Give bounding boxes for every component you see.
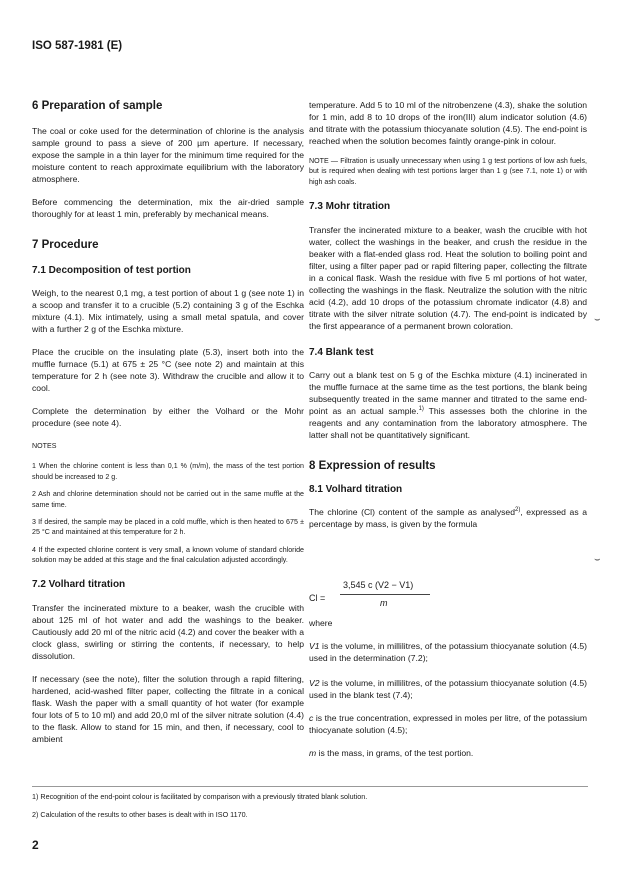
section-7-4-paragraph: Carry out a blank test on 5 g of the Eschka mixture (4.1) incinerated in the muffle furnace at the same time as the test portions, the blank being subsequently treated in the same manner and titrated to the same end-point as an actual sample.$^{1)}$ This assesses both the chlorine in the reagents and any contamination from the laboratory atmosphere. The latter shall not be quantitatively significant.	[309, 370, 587, 441]
footnote-ref-2: 2)	[514, 507, 521, 514]
section-7-2-title: 7.2 Volhard titration	[32, 578, 126, 590]
footnote-1: 1) Recognition of the end-point colour is facilitated by comparison with a previously titrated blank solution.	[32, 792, 368, 801]
definitions	[309, 617, 587, 759]
formula-numerator: 3,545 c (V2 − V1)	[343, 580, 414, 590]
notes-title: NOTES	[32, 442, 57, 450]
section-8-1-title: 8.1 Volhard titration	[309, 484, 403, 496]
section-7-1-paragraph-2: Place the crucible on the insulating plate (5.3), insert both into the muffle furnace (5.1) at 675 ± 25 °C (see note 2) and maintain at this temperature for 2 h (see note 3). Withdraw the crucible and allow it to cool.	[32, 347, 304, 393]
section-7-1-paragraph-3: Complete the determination by either the Volhard or the Mohr procedure (see note 4).	[32, 406, 304, 428]
section-7-2-continuation: temperature. Add 5 to 10 ml of the nitrobenzene (4.3), shake the solution for 1 min, add 8 to 10 drops of the iron(III) alum indicator solution (4.6) and titrate with the potassium thiocyanate solution (4.5). The end-point is reached when the solution becomes faintly orange-pink in colour.	[309, 100, 587, 146]
section-7-1-title: 7.1 Decomposition of test portion	[32, 265, 191, 276]
section-7-title: 7 Procedure	[32, 239, 99, 251]
note-2: 2 Ash and chlorine determination should not be carried out in the same muffle at the same time.	[32, 490, 304, 509]
formula-denominator: m	[380, 598, 388, 608]
note-1: 1 When the chlorine content is less than 0,1 % (m/m), the mass of the test portion should be increased to 2 g.	[32, 462, 304, 481]
section-7-1-paragraph-1: Weigh, to the nearest 0,1 mg, a test portion of about 1 g (see note 1) in a scoop and transfer it to a crucible (5.2) containing 3 g of the Eschka mixture (4.1). Mix intimately, using a small metal spatula, and cover with a further 2 g of the Eschka mixture.	[32, 288, 304, 334]
page-header: ISO 587-1981 (E)	[32, 40, 123, 52]
left-column	[32, 99, 304, 745]
section-6-paragraph-1: The coal or coke used for the determination of chlorine is the analysis sample ground to pass a sieve of 200 µm aperture. If necessary, expose the sample in a thin layer for the minimum time required for the moisture content to reach approximate equilibrium with the laboratory atmosphere.	[32, 126, 304, 184]
section-7-2-paragraph-1: Transfer the incinerated mixture to a beaker, wash the crucible with about 125 ml of hot water and add the washings to the beaker. Cautiously add 20 ml of the nitric acid (4.2) and cover the beaker with a clock glass, swirling or stirring the contents, if necessary, to help dissolution.	[32, 602, 304, 661]
note-3: 3 If desired, the sample may be placed in a cold muffle, which is then heated to 675 ± 25 °C and maintained at this temperature for 2 h.	[32, 518, 304, 537]
definition-c: c is the true concentration, expressed in moles per litre, of the potassium thiocyanate solution (4.5);	[309, 713, 587, 735]
section-8-1-paragraph: The chlorine (Cl) content of the sample as analysed$^{2)}$, expressed as a percentage by mass, is given by the formula	[309, 507, 588, 530]
margin-mark: ⌣	[594, 554, 601, 565]
footnote-2: 2) Calculation of the results to other bases is dealt with in ISO 1170.	[32, 810, 248, 819]
formula-lhs: Cl =	[309, 593, 326, 603]
margin-mark: ⌣	[594, 314, 601, 325]
where-label: where	[309, 618, 333, 628]
section-7-3-title: 7.3 Mohr titration	[309, 201, 391, 213]
definition-v1: V1 is the volume, in millilitres, of the potassium thiocyanate solution (4.5) used in the determination (7.2);	[309, 641, 588, 663]
section-7-3-paragraph: Transfer the incinerated mixture to a beaker, wash the crucible with hot water, collect the washings in the beaker, and crush the residue in the beaker with a flat-ended glass rod. Heat the solution to boiling point and filter, using a filter paper pad or rapid filtering paper, collecting the filtrate in a conical flask. Wash the residue with five 5 ml portions of hot water, collecting the washings in the flask. Neutralize the solution with the nitric acid (4.2), add 10 drops of the potassium chromate indicator (4.8) and titrate with the silver nitrate solution (4.7). The end-point is indicated by the first appearance of a permanent brown coloration.	[309, 225, 587, 332]
footnote-ref-1: 1)	[418, 406, 424, 413]
formula-fraction-bar	[340, 594, 430, 595]
section-7-4-title: 7.4 Blank test	[309, 347, 374, 359]
section-6-paragraph-2: Before commencing the determination, mix the air-dried sample thoroughly for at least 1 min, preferably by mechanical means.	[32, 197, 304, 219]
definition-m: m is the mass, in grams, of the test portion.	[309, 748, 474, 758]
footnote-separator	[32, 786, 588, 787]
page-number: 2	[32, 838, 39, 852]
section-8-title: 8 Expression of results	[309, 460, 436, 473]
section-7-2-paragraph-2: If necessary (see the note), filter the solution through a rapid filtering, hardened, acid-washed filter paper, collecting the filtrate in a conical flask. Wash the paper with a small quantity of hot water (for example four lots of 5 to 10 ml) and add 20,0 ml of the silver nitrate solution (4.4) to the flask. Allow to stand for 15 min, and then, if necessary, cool to ambient	[32, 673, 304, 744]
right-column	[309, 99, 587, 530]
section-7-2-note: NOTE — Filtration is usually unnecessary when using 1 g test portions of low ash fuels, but is required when dealing with test portions larger than 1 g (see 7.1, note 1) or with high ash coals.	[309, 157, 587, 186]
definition-v2: V2 is the volume, in millilitres, of the potassium thiocyanate solution (4.5) used in the blank test (7.4);	[309, 678, 588, 700]
section-6-title: 6 Preparation of sample	[32, 100, 163, 112]
note-4: 4 If the expected chlorine content is very small, a known volume of standard chloride solution may be added at this stage and the final calculation adjusted accordingly.	[32, 545, 304, 565]
